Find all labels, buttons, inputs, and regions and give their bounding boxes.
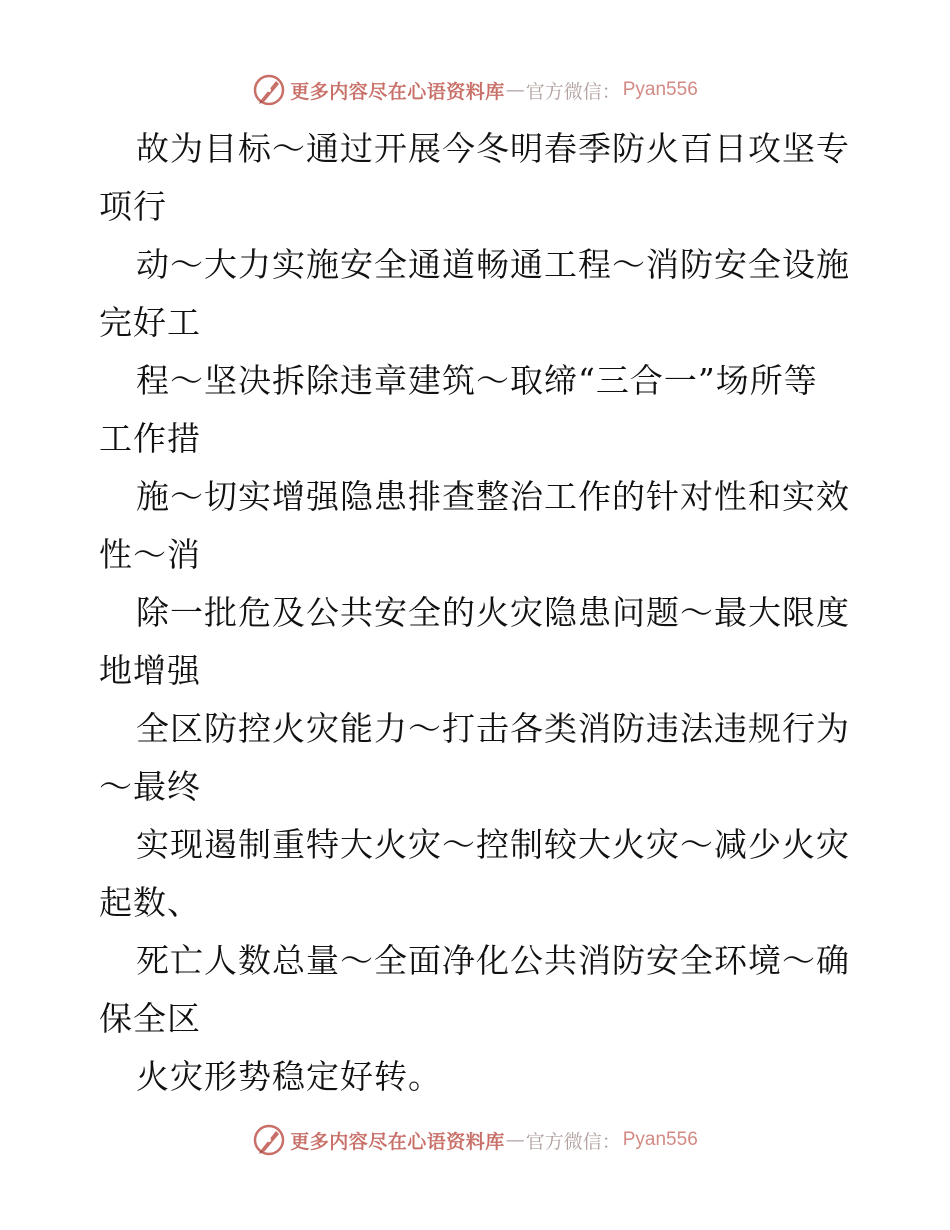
body-line: 保全区 <box>99 999 201 1038</box>
document-body <box>99 120 859 1106</box>
body-line: ～最终 <box>99 767 201 806</box>
body-line: 工作措 <box>99 419 201 458</box>
body-line: 完好工 <box>99 303 201 342</box>
banner-dash: — <box>505 1129 525 1151</box>
banner-contact-id: Pyan556 <box>622 79 698 100</box>
body-line: 动～大力实施安全通道畅通工程～消防安全设施 <box>136 245 850 284</box>
body-line: 施～切实增强隐患排查整治工作的针对性和实效 <box>136 477 850 516</box>
banner-text: 更多内容尽在心语资料库 <box>290 1130 505 1153</box>
body-line: 全区防控火灾能力～打击各类消防违法违规行为 <box>136 709 850 748</box>
pen-logo-icon <box>252 1123 286 1157</box>
body-line: 除一批危及公共安全的火灾隐患问题～最大限度 <box>136 593 850 632</box>
footer-banner <box>0 1118 950 1162</box>
body-line: 火灾形势稳定好转。 <box>136 1057 442 1096</box>
banner-contact-label: 官方微信： <box>525 80 621 103</box>
body-line: 项行 <box>99 187 167 226</box>
banner-dash: — <box>505 79 525 101</box>
pen-logo-icon <box>252 73 286 107</box>
banner-text: 更多内容尽在心语资料库 <box>290 80 505 103</box>
body-line: 程～坚决拆除违章建筑～取缔“三合一”场所等 <box>136 361 818 400</box>
header-banner <box>0 68 950 112</box>
banner-contact-id: Pyan556 <box>622 1129 698 1150</box>
body-line: 地增强 <box>99 651 201 690</box>
body-line: 性～消 <box>99 535 201 574</box>
body-line: 起数、 <box>99 883 201 922</box>
banner-contact-label: 官方微信： <box>525 1130 621 1153</box>
body-line: 实现遏制重特大火灾～控制较大火灾～减少火灾 <box>136 825 850 864</box>
body-line: 死亡人数总量～全面净化公共消防安全环境～确 <box>136 941 850 980</box>
body-line: 故为目标～通过开展今冬明春季防火百日攻坚专 <box>136 129 850 168</box>
